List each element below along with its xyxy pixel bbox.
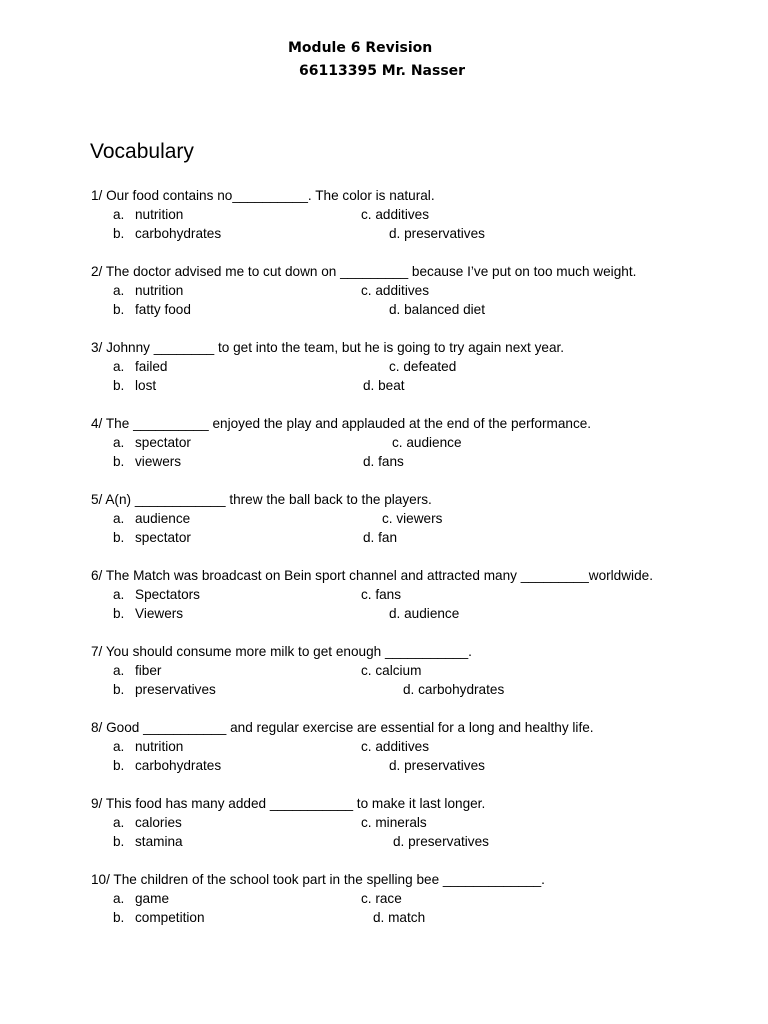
option-c: c. minerals — [361, 815, 427, 830]
option-b: b. carbohydrates — [113, 758, 222, 773]
option-b: b. lost — [113, 378, 157, 393]
question-stem: 10/ The children of the school took part in the spelling bee _____________. — [91, 872, 545, 887]
question-stem: 9/ This food has many added ___________ to make it last longer. — [91, 796, 486, 811]
document-title: Module 6 Revision — [288, 40, 433, 56]
option-c: c. additives — [361, 207, 430, 222]
option-c: c. viewers — [382, 511, 443, 526]
question-stem: 4/ The __________ enjoyed the play and applauded at the end of the performance. — [91, 416, 592, 431]
option-c: c. calcium — [361, 663, 422, 678]
option-b: b. viewers — [113, 454, 182, 469]
question-6 — [0, 566, 768, 626]
option-b: b. carbohydrates — [113, 226, 222, 241]
option-c: c. audience — [392, 435, 462, 450]
option-a: a. game — [113, 891, 170, 906]
question-2 — [0, 262, 768, 322]
document-subtitle: 66113395 Mr. Nasser — [299, 63, 466, 79]
option-c: c. defeated — [389, 359, 457, 374]
option-b: b. spectator — [113, 530, 191, 545]
option-d: d. carbohydrates — [403, 682, 505, 697]
option-b: b. fatty food — [113, 302, 191, 317]
option-a: a. spectator — [113, 435, 191, 450]
option-c: c. race — [361, 891, 402, 906]
question-stem: 7/ You should consume more milk to get enough ___________. — [91, 644, 472, 659]
option-c: c. fans — [361, 587, 402, 602]
option-a: a. fiber — [113, 663, 162, 678]
option-a: a. nutrition — [113, 283, 184, 298]
question-4 — [0, 414, 768, 474]
option-d: d. preservatives — [389, 226, 485, 241]
question-5 — [0, 490, 768, 550]
question-stem: 8/ Good ___________ and regular exercise are essential for a long and healthy life. — [91, 720, 594, 735]
question-stem: 2/ The doctor advised me to cut down on _________ because I’ve put on too much weight. — [91, 264, 637, 279]
question-1 — [0, 186, 768, 246]
question-stem: 1/ Our food contains no__________. The color is natural. — [91, 188, 435, 203]
question-10 — [0, 870, 768, 930]
option-d: d. audience — [389, 606, 460, 621]
question-3 — [0, 338, 768, 398]
option-a: a. audience — [113, 511, 191, 526]
question-7 — [0, 642, 768, 702]
option-d: d. balanced diet — [389, 302, 485, 317]
option-b: b. preservatives — [113, 682, 216, 697]
option-a: a. nutrition — [113, 739, 184, 754]
option-d: d. beat — [363, 378, 405, 393]
option-a: a. failed — [113, 359, 168, 374]
question-8 — [0, 718, 768, 778]
option-a: a. nutrition — [113, 207, 184, 222]
question-stem: 3/ Johnny ________ to get into the team, but he is going to try again next year. — [91, 340, 565, 355]
option-d: d. fan — [363, 530, 398, 545]
section-heading: Vocabulary — [90, 140, 194, 163]
option-d: d. preservatives — [393, 834, 489, 849]
question-9 — [0, 794, 768, 854]
option-b: b. stamina — [113, 834, 183, 849]
option-b: b. Viewers — [113, 606, 184, 621]
option-a: a. Spectators — [113, 587, 200, 602]
question-stem: 5/ A(n) ____________ threw the ball back to the players. — [91, 492, 432, 507]
option-d: d. fans — [363, 454, 404, 469]
option-d: d. preservatives — [389, 758, 485, 773]
question-stem: 6/ The Match was broadcast on Bein sport channel and attracted many _________worldwide. — [91, 568, 653, 583]
option-d: d. match — [373, 910, 426, 925]
option-a: a. calories — [113, 815, 182, 830]
option-c: c. additives — [361, 739, 430, 754]
option-c: c. additives — [361, 283, 430, 298]
option-b: b. competition — [113, 910, 205, 925]
